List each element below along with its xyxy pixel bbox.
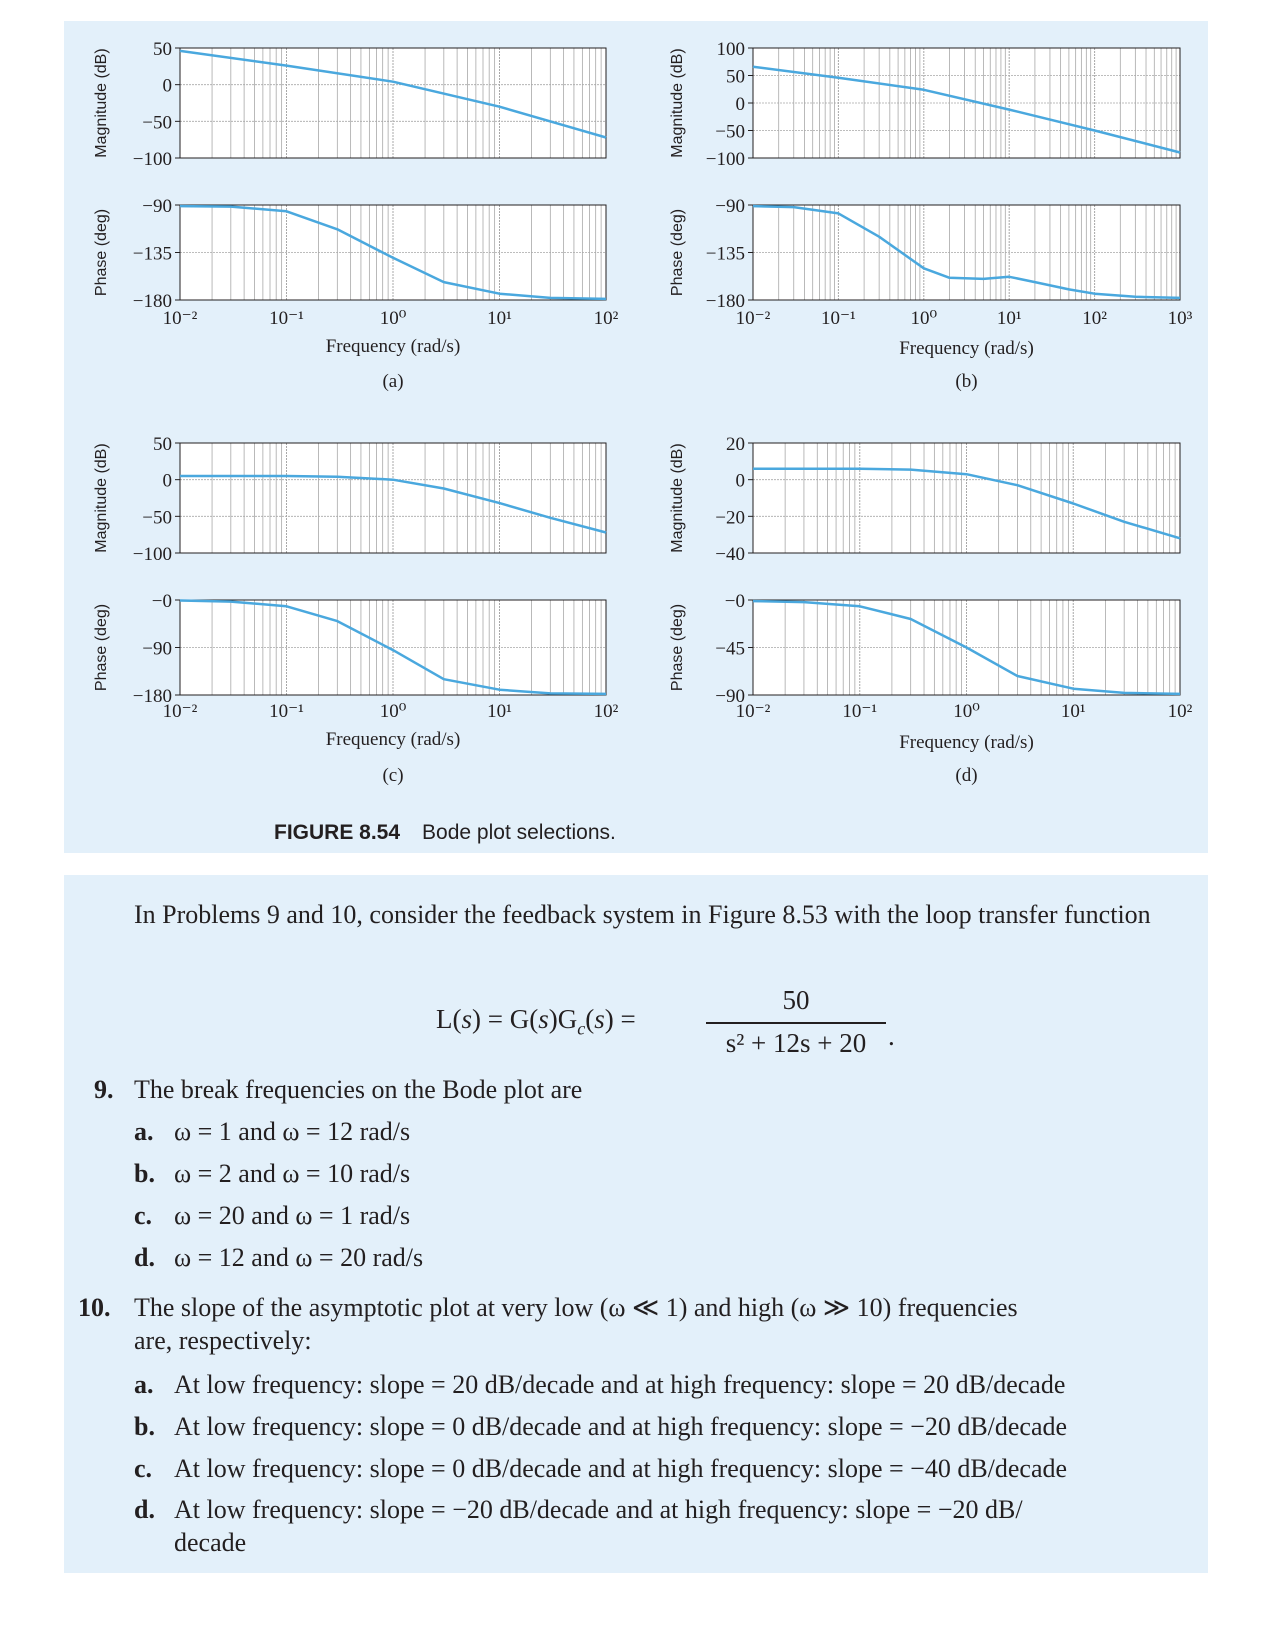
plot-c-xtick-label: 10⁰: [379, 701, 407, 722]
plot-c-phase-ylabel: Phase (deg): [93, 603, 110, 692]
plot-d-xtick-label: 10⁰: [953, 701, 980, 722]
plot-a-phase-ytick-label: −90: [142, 196, 172, 217]
plot-a-xtick-label: 10⁻¹: [269, 308, 304, 329]
plot-d-xtick-label: 10⁻¹: [842, 701, 878, 722]
plot-b-magnitude-ylabel: Magnitude (dB): [669, 48, 686, 158]
plot-c-magnitude-ytick-label: −50: [142, 507, 172, 529]
plot-a-xtick-label: 10²: [593, 308, 619, 329]
plot-b-phase-ytick-label: −90: [715, 196, 745, 217]
plot-b-phase-ylabel: Phase (deg): [669, 208, 686, 297]
plot-a-phase-ylabel: Phase (deg): [93, 208, 110, 297]
plot-a-xtick-label: 10⁻²: [162, 308, 198, 329]
plot-a-phase-ytick-label: −180: [132, 291, 172, 312]
plot-b-magnitude-ytick-label: 50: [726, 66, 745, 88]
question-10-text-line1: The slope of the asymptotic plot at very low (ω ≪ 1) and high (ω ≫ 10) frequencies: [134, 1293, 1018, 1322]
plot-b-magnitude-ytick-label: 0: [735, 94, 745, 115]
plot-b-magnitude-ytick-label: −100: [705, 149, 745, 170]
equation-fraction: [706, 985, 886, 1059]
plot-c-xtick-label: 10⁻²: [162, 701, 198, 722]
figure-caption-text: Bode plot selections.: [422, 821, 616, 844]
question-10-text-line2: are, respectively:: [134, 1326, 312, 1355]
plot-d-magnitude-ytick-label: −20: [715, 507, 745, 529]
plot-b-panel-label: (b): [955, 371, 978, 392]
plot-a-panel-label: (a): [382, 371, 404, 392]
plot-c-magnitude-ytick-label: 0: [162, 470, 172, 492]
plot-d-phase-ytick-label: −0: [724, 591, 745, 612]
plot-d-xtick-label: 10²: [1167, 701, 1193, 722]
plot-b-phase-ytick-label: −180: [705, 291, 745, 312]
equation-lhs: $L(s) = G(s)G_c(s)$ =: [436, 1004, 636, 1039]
plot-b-xtick-label: 10⁻¹: [821, 308, 856, 329]
plot-d-magnitude-ytick-label: 20: [726, 434, 745, 455]
plot-a-xtick-label: 10⁰: [379, 308, 407, 329]
plot-b-xtick-label: 10¹: [996, 308, 1022, 329]
plot-a-magnitude-ytick-label: −50: [142, 112, 172, 134]
plot-b-xtick-label: 10⁻²: [735, 308, 771, 329]
plot-d-magnitude-ylabel: Magnitude (dB): [669, 443, 686, 553]
plot-c-magnitude-ytick-label: −100: [132, 544, 172, 565]
plot-a-magnitude-ylabel: Magnitude (dB): [93, 48, 110, 158]
q10-option-d[interactable]: d. At low frequency: slope = −20 dB/decade and at high frequency: slope = −20 dB/ decade: [134, 1495, 1023, 1557]
plot-d-phase-ylabel: Phase (deg): [669, 603, 686, 692]
plot-d-phase-ytick-label: −90: [715, 686, 745, 707]
plot-b-magnitude-ytick-label: −50: [715, 121, 745, 143]
q10-option-c[interactable]: c. At low frequency: slope = 0 dB/decade and at high frequency: slope = −40 dB/decade: [134, 1454, 1068, 1483]
plot-b-xtick-label: 10²: [1082, 308, 1107, 329]
plot-d-xtick-label: 10⁻²: [735, 701, 771, 722]
plot-c-xlabel: Frequency (rad/s): [325, 729, 461, 750]
q10-option-a[interactable]: a. At low frequency: slope = 20 dB/decade and at high frequency: slope = 20 dB/decade: [134, 1370, 1066, 1399]
plot-a-magnitude-ytick-label: −100: [132, 149, 172, 170]
figure-caption: [274, 821, 616, 845]
plot-c-phase-ytick-label: −90: [142, 638, 172, 660]
fraction-bar: [706, 1022, 886, 1024]
plot-a-magnitude-ytick-label: 0: [162, 75, 172, 97]
plot-c-phase-ytick-label: −180: [132, 686, 172, 707]
plot-d-magnitude-ytick-label: 0: [735, 470, 745, 492]
plot-d-panel-label: (d): [955, 765, 978, 786]
figure-caption-label: FIGURE 8.54: [274, 821, 401, 844]
plot-c-xtick-label: 10¹: [487, 701, 512, 722]
plot-c-magnitude-ytick-label: 50: [153, 434, 172, 455]
plot-b-magnitude-ytick-label: 100: [716, 39, 745, 60]
plot-c-phase-ytick-label: −0: [151, 591, 172, 612]
plot-a-xtick-label: 10¹: [487, 308, 512, 329]
question-10-number: 10.: [78, 1293, 111, 1322]
equation-denominator: s² + 12s + 20: [725, 1028, 867, 1058]
plot-a-xlabel: Frequency (rad/s): [325, 336, 461, 357]
q10-option-b[interactable]: b. At low frequency: slope = 0 dB/decade and at high frequency: slope = −20 dB/decade: [134, 1412, 1068, 1441]
plot-b-xtick-label: 10⁰: [910, 308, 938, 329]
plot-d-xtick-label: 10¹: [1060, 701, 1086, 722]
plot-d-xlabel: Frequency (rad/s): [899, 732, 1034, 753]
plot-d-magnitude-ytick-label: −40: [715, 544, 745, 565]
plot-a-magnitude-ytick-label: 50: [153, 39, 172, 60]
plot-b-xlabel: Frequency (rad/s): [899, 338, 1034, 359]
plot-c-panel-label: (c): [382, 765, 404, 786]
plot-c-xtick-label: 10⁻¹: [269, 701, 304, 722]
plot-d-phase-ytick-label: −45: [715, 638, 745, 660]
q9-option-d[interactable]: d. ω = 12 and ω = 20 rad/s: [134, 1243, 424, 1272]
question-9-text: The break frequencies on the Bode plot are: [134, 1075, 583, 1104]
q9-option-c[interactable]: c. ω = 20 and ω = 1 rad/s: [134, 1201, 411, 1230]
plot-a-phase-ytick-label: −135: [132, 243, 172, 265]
loop-transfer-equation: [436, 985, 916, 1058]
question-9-number: 9.: [94, 1075, 114, 1104]
equation-period: .: [888, 1021, 895, 1051]
q9-option-a[interactable]: a. ω = 1 and ω = 12 rad/s: [134, 1117, 411, 1146]
q9-option-b[interactable]: b. ω = 2 and ω = 10 rad/s: [134, 1159, 411, 1188]
plot-c-magnitude-ylabel: Magnitude (dB): [93, 443, 110, 553]
plot-b-xtick-label: 10³: [1167, 308, 1193, 329]
equation-numerator: 50: [782, 985, 810, 1015]
problems-intro: In Problems 9 and 10, consider the feedback system in Figure 8.53 with the loop transfer function: [134, 900, 1151, 929]
plot-c-xtick-label: 10²: [593, 701, 619, 722]
plot-b-phase-ytick-label: −135: [705, 243, 745, 265]
